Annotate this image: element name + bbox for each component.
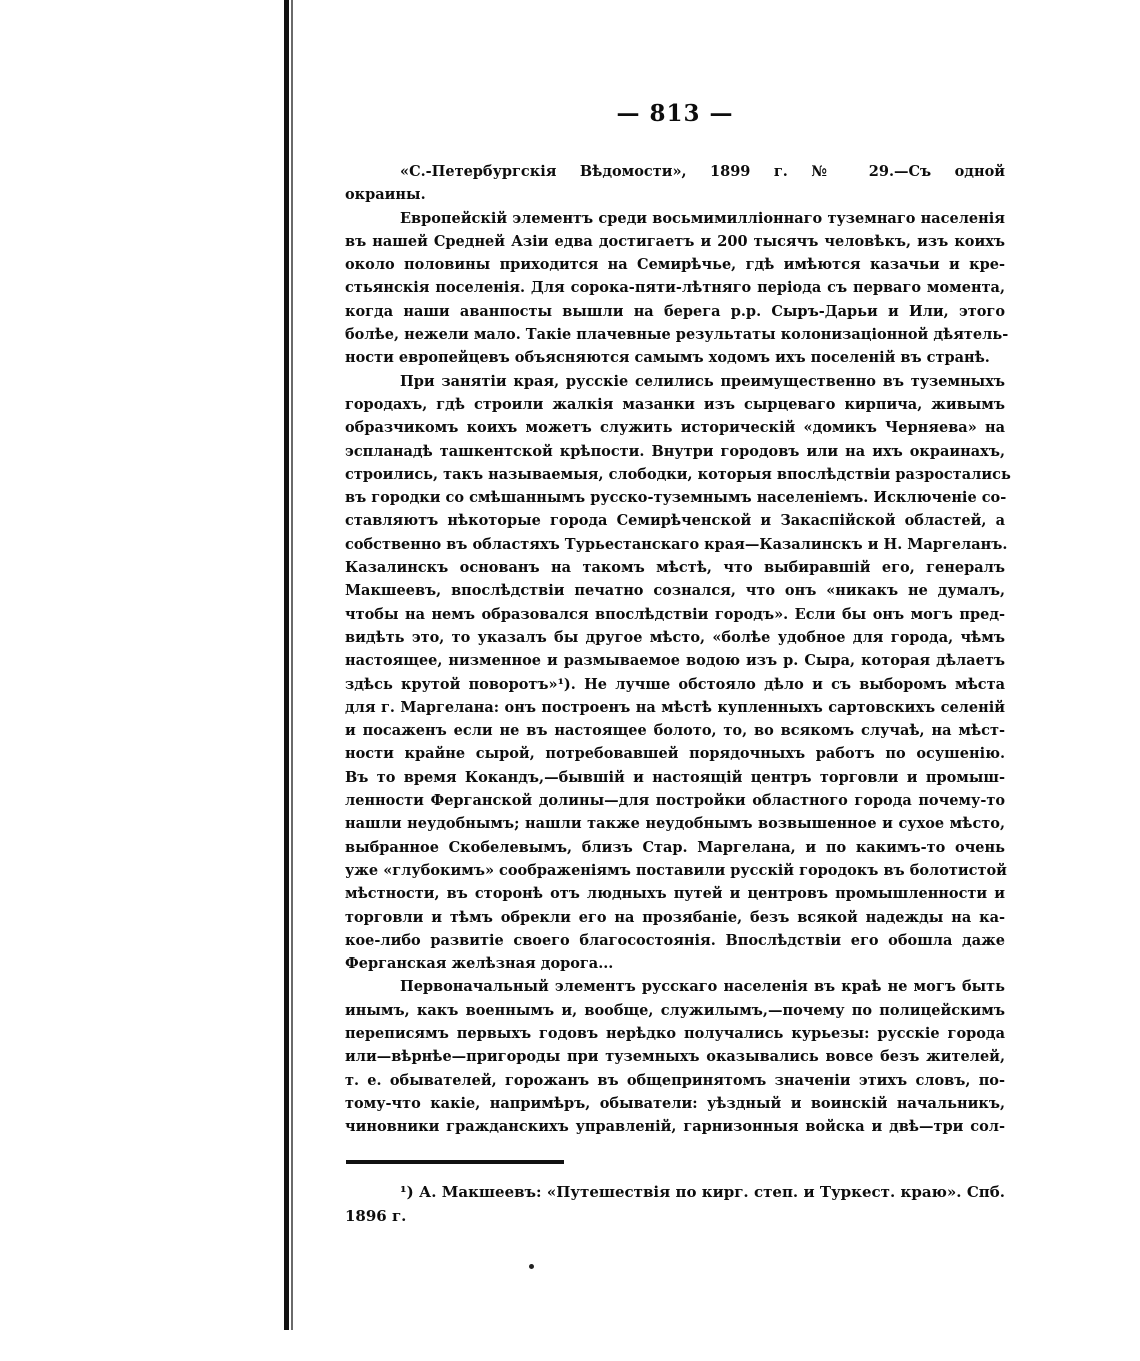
page-number: — 813 — <box>616 100 734 127</box>
text-line: настоящее, низменное и размываемое водою изъ р. Сыра, которая дѣлаетъ <box>345 652 1005 670</box>
paragraph <box>345 975 1005 1138</box>
footnote-line: 1896 г. <box>345 1207 407 1225</box>
text-line: чиновники гражданскихъ управленій, гарнизонныя войска и двѣ—три сол- <box>345 1118 1005 1136</box>
text-line: ленности Ферганской долины—для постройки областного города почему-то <box>345 792 1005 810</box>
footnote <box>345 1180 1005 1228</box>
text-line: когда наши аванпосты вышли на берега р.р. Сыръ-Дарьи и Или, этого <box>345 302 1005 320</box>
text-line: ности европейцевъ объясняются самымъ ходомъ ихъ поселеній въ странѣ. <box>345 349 990 367</box>
text-line: нашли неудобнымъ; нашли также неудобнымъ возвышенное и сухое мѣсто, <box>345 815 1005 833</box>
text-line: тому-что какіе, напримѣръ, обыватели: уѣздный и воинскій начальникъ, <box>345 1094 1005 1112</box>
text-line: здѣсь крутой поворотъ»¹). Не лучше обстояло дѣло и съ выборомъ мѣста <box>345 675 1005 693</box>
text-line: Ферганская желѣзная дорога... <box>345 955 614 973</box>
text-line: чтобы на немъ образовался впослѣдствіи городъ». Если бы онъ могъ пред- <box>345 605 1005 623</box>
text-line: стьянскія поселенія. Для сорока-пяти-лѣтняго періода съ перваго момента, <box>345 279 1005 297</box>
paragraph <box>345 207 1009 370</box>
text-line: около половины приходится на Семирѣчье, гдѣ имѣются казачьи и кре- <box>345 256 1005 274</box>
text-line: Первоначальный элементъ русскаго населенія въ краѣ не могъ быть <box>400 978 1005 996</box>
text-line: При занятіи края, русскіе селились преимущественно въ туземныхъ <box>400 372 1005 390</box>
text-line: строились, такъ называемыя, слободки, которыя впослѣдствіи разростались <box>345 465 1011 483</box>
footnote-rule <box>346 1160 564 1164</box>
text-line: переписямъ первыхъ годовъ нерѣдко получались курьезы: русскіе города <box>345 1024 1005 1042</box>
text-line: мѣстности, въ сторонѣ отъ людныхъ путей и центровъ промышленности и <box>345 885 1005 903</box>
text-line: Макшеевъ, впослѣдствіи печатно сознался, что онъ «никакъ не думалъ, <box>345 582 1005 600</box>
text-line: «С.-Петербургскія Вѣдомости», 1899 г. № 29.—Съ одной <box>400 163 1005 180</box>
text-line: болѣе, нежели мало. Такіе плачевные результаты колонизаціонной дѣятель- <box>345 326 1009 344</box>
text-line: эспланадѣ ташкентской крѣпости. Внутри городовъ или на ихъ окраинахъ, <box>345 442 1005 460</box>
text-line: Европейскій элементъ среди восьмимилліоннаго туземнаго населенія <box>400 209 1005 227</box>
text-line: видѣть это, то указалъ бы другое мѣсто, «болѣе удобное для города, чѣмъ <box>345 628 1005 646</box>
text-line: выбранное Скобелевымъ, близъ Стар. Маргелана, и по какимъ-то очень <box>345 838 1005 856</box>
text-line: уже «глубокимъ» соображеніямъ поставили русскій городокъ въ болотистой <box>345 861 1007 879</box>
text-line: и посаженъ если не въ настоящее болото, то, во всякомъ случаѣ, на мѣст- <box>345 722 1005 740</box>
text-line: т. е. обывателей, горожанъ въ общепринятомъ значеніи этихъ словъ, по- <box>345 1071 1005 1089</box>
text-line: ности крайне сырой, потребовавшей порядочныхъ работъ по осушенію. <box>345 745 1005 763</box>
binding-edge <box>284 0 289 1330</box>
text-line: кое-либо развитіе своего благосостоянія. Впослѣдствіи его обошла даже <box>345 931 1005 949</box>
body-text <box>345 160 1011 1138</box>
text-line: ставляютъ нѣкоторые города Семирѣченской и Закаспійской областей, а <box>345 512 1005 530</box>
text-line: Казалинскъ основанъ на такомъ мѣстѣ, что выбиравшій его, генералъ <box>345 559 1005 577</box>
text-line: въ городки со смѣшаннымъ русско-туземнымъ населеніемъ. Исключеніе со- <box>345 489 1007 507</box>
text-line: окраины. <box>345 186 426 204</box>
print-speck <box>529 1264 534 1269</box>
text-line: инымъ, какъ военнымъ и, вообще, служилымъ,—почему по полицейскимъ <box>345 1001 1005 1019</box>
text-line: городахъ, гдѣ строили жалкія мазанки изъ сырцеваго кирпича, живымъ <box>345 395 1005 413</box>
footnote-line: ¹) А. Макшеевъ: «Путешествія по кирг. степ. и Туркест. краю». Спб. <box>400 1183 1005 1201</box>
text-line: образчикомъ коихъ можетъ служить историческій «домикъ Черняева» на <box>345 419 1005 437</box>
paragraph-source-heading <box>345 160 1005 207</box>
text-line: или—вѣрнѣе—пригороды при туземныхъ оказывались вовсе безъ жителей, <box>345 1048 1005 1066</box>
text-line: въ нашей Средней Азіи едва достигаетъ и 200 тысячъ человѣкъ, изъ коихъ <box>345 232 1005 250</box>
text-line: торговли и тѣмъ обрекли его на прозябаніе, безъ всякой надежды на ка- <box>345 908 1005 926</box>
text-line: Въ то время Кокандъ,—бывшій и настоящій центръ торговли и промыш- <box>345 768 1005 786</box>
text-line: для г. Маргелана: онъ построенъ на мѣстѣ купленныхъ сартовскихъ селеній <box>345 698 1005 716</box>
text-line: собственно въ областяхъ Турьестанскаго края—Казалинскъ и Н. Маргеланъ. <box>345 535 1008 553</box>
binding-edge-shadow <box>291 0 293 1330</box>
paragraph <box>345 370 1011 976</box>
